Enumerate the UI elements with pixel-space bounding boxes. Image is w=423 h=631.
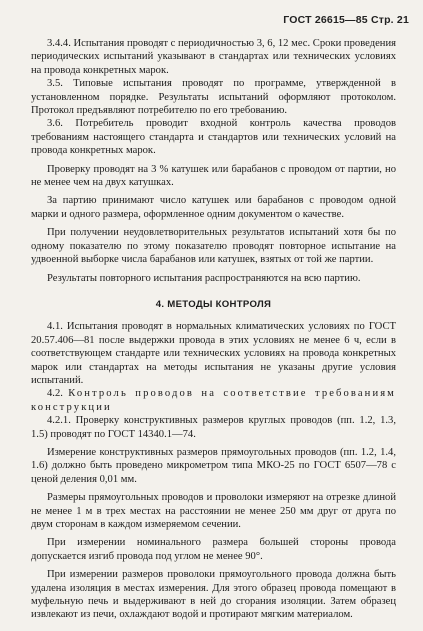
paragraph-4-2-1: 4.2.1. Проверку конструктивных размеров круглых проводов (пп. 1.2, 1.3, 1.5) проводят по ГОСТ 14340.1—74. [31, 415, 396, 440]
paragraph-bend-allowance: При измерении номинального размера большей стороны провода допускается изгиб провода под углом не менее 90°. [31, 537, 396, 562]
clause-4-2-heading [31, 387, 396, 414]
paragraph-retest-results: Результаты повторного испытания распространяются на всю партию. [47, 272, 361, 284]
paragraph-check-sample: Проверку проводят на 3 % катушек или барабанов с проводом от партии, но не менее чем на двух катушках. [31, 163, 396, 189]
paragraph-4-1: 4.1. Испытания проводят в нормальных климатических условиях по ГОСТ 20.57.406—81 после выдержки провода в этих условиях не менее 6 ч, если в соответствующем стандарте или технических условиях на провода конкретных марок или стандартах на методы испытания не указаны другие условия испытаний. [31, 321, 396, 386]
paragraph-3-5: 3.5. Типовые испытания проводят по программе, утвержденной в установленном порядке. Результаты испытаний оформляют протоколом. Протокол предъявляют потребителю по его требованию. [31, 78, 396, 117]
paragraph-3-6: 3.6. Потребитель проводит входной контроль качества проводов требованиям настоящего стандарта и стандартов или технических условий на провода конкретных марок. [31, 118, 396, 157]
paragraph-insulation-removal: При измерении размеров проволоки прямоугольного провода должна быть удалена изоляция в местах измерения. Для этого образец провода помещают в муфельную печь и выдерживают в ней до сгорания изоляции. Затем образец извлекают из печи, охлаждают водой и протирают мягким материалом. [31, 569, 396, 621]
paragraph-3-4-4: 3.4.4. Испытания проводят с периодичностью 3, 6, 12 мес. Сроки проведения периодических испытаний указывают в стандартах или технических условиях на провода конкретных марок. [31, 38, 396, 76]
paragraph-rect-measurement: Измерение конструктивных размеров прямоугольных проводов (пп. 1.2, 1.4, 1.6) должно быть проведено микрометром типа МКО-25 по ГОСТ 6507—78 с ценой деления 0,01 мм. [31, 446, 396, 485]
body-text [31, 37, 396, 622]
paragraph-batch-definition: За партию принимают число катушек или барабанов с проводом одной марки и одного размера, оформленное одним документом о качестве. [31, 195, 396, 220]
paragraph-retest: При получении неудовлетворительных результатов испытаний хотя бы по одному показателю по этому показателю проводят повторное испытание на удвоенной выборке числа барабанов или катушек, взятых от той же партии. [31, 227, 396, 266]
section-title: 4. МЕТОДЫ КОНТРОЛЯ [155, 298, 272, 310]
paragraph-rect-dimensions: Размеры прямоугольных проводов и проволоки измеряют на отрезке длиной не менее 1 м в трех местах на расстоянии не менее 250 мм друг от друга по двум сторонам в каждом измеряемом сечении. [31, 492, 396, 530]
clause-4-2-number: 4.2. [47, 388, 63, 400]
running-head: ГОСТ 26615—85 Стр. 21 [283, 14, 409, 26]
clause-4-2-title: Контроль проводов на соответствие требованиям конструкции [31, 388, 396, 413]
